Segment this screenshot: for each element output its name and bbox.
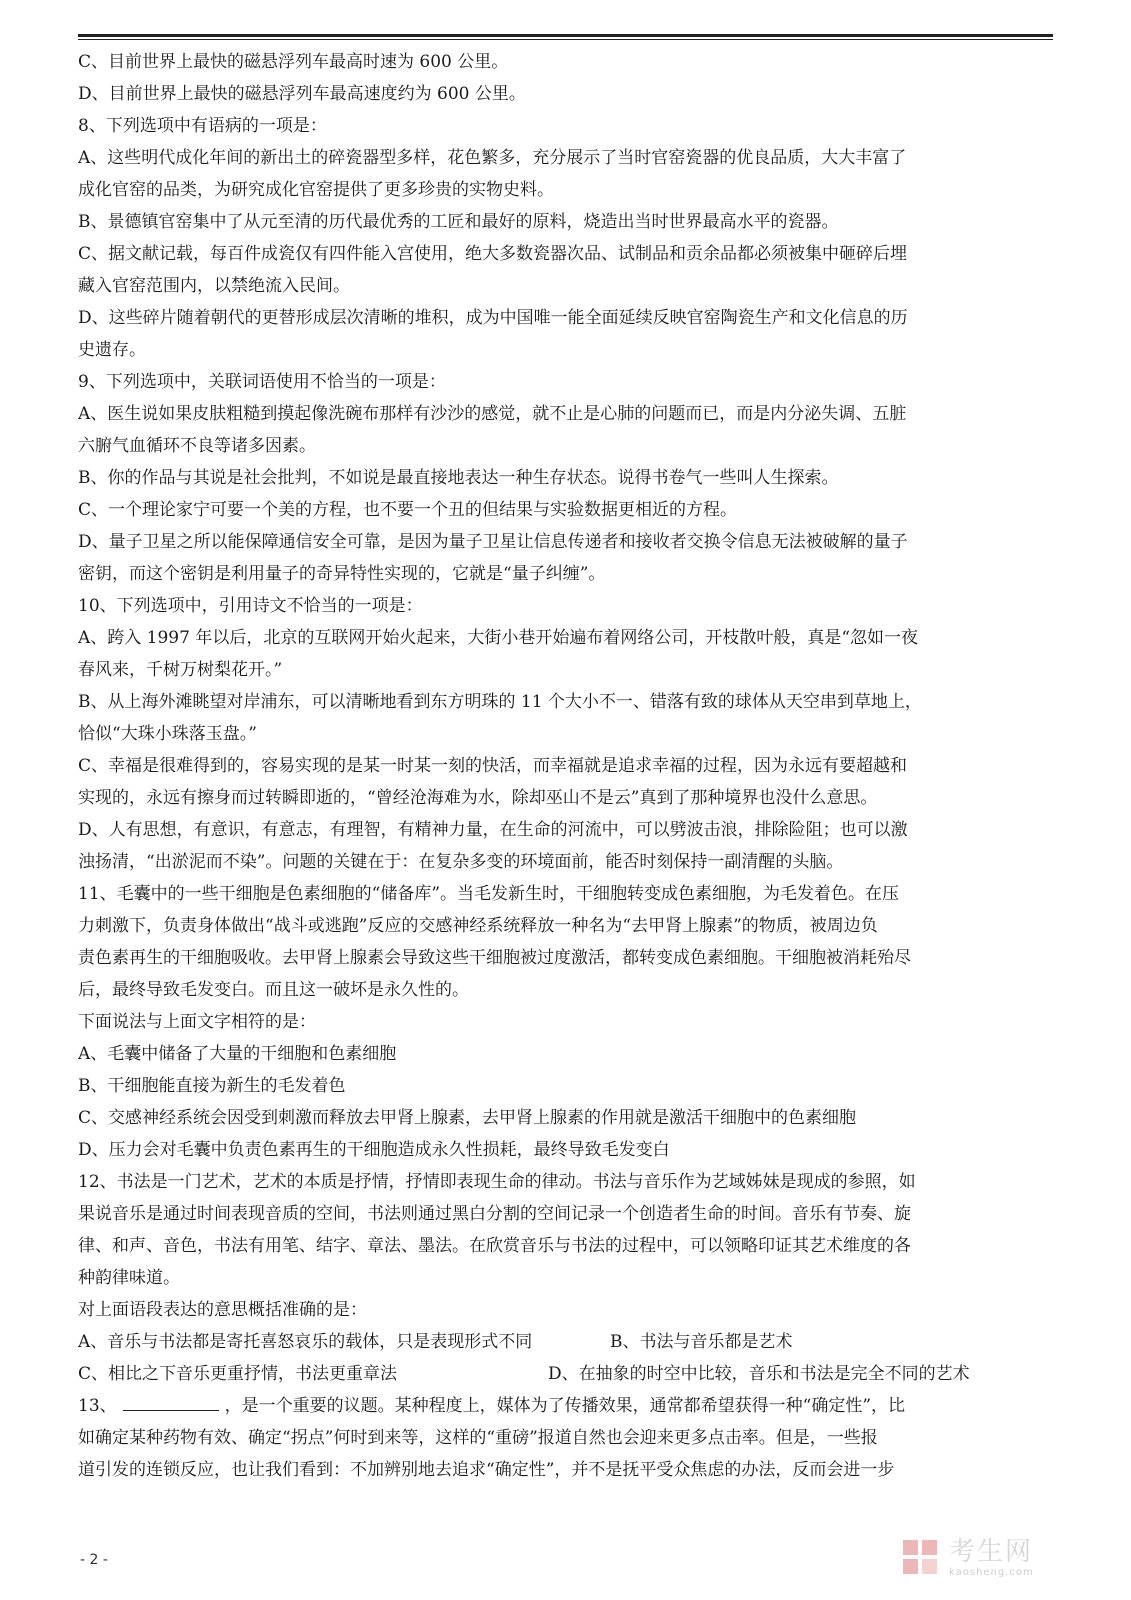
q10-option-b-line1: B、从上海外滩眺望对岸浦东，可以清晰地看到东方明珠的 11 个大小不一、错落有致的球体从天空串到草地上， [78, 692, 922, 712]
q9-option-a-line2: 六腑气血循环不良等诸多因素。 [78, 436, 316, 456]
q8-option-a-line1: A、这些明代成化年间的新出土的碎瓷器型多样，花色繁多，充分展示了当时官窑瓷器的优良品质，大大丰富了 [78, 148, 907, 168]
q12-passage-line3: 律、和声、音色，书法有用笔、结字、章法、墨法。在欣赏音乐与书法的过程中，可以领略印证其艺术维度的各 [78, 1236, 911, 1256]
q12-options-row-cd [78, 1358, 1053, 1390]
kaosheng-logo-icon [901, 1538, 941, 1578]
page-number: - 2 - [80, 1552, 108, 1568]
q13-line1 [78, 1390, 1053, 1422]
q8-option-c-line2: 藏入官窑范围内，以禁绝流入民间。 [78, 276, 350, 296]
q9-option-a-line1: A、医生说如果皮肤粗糙到摸起像洗碗布那样有沙沙的感觉，就不止是心肺的问题而已，而是内分泌失调、五脏 [78, 404, 907, 424]
q11-passage-line1: 11、毛囊中的一些干细胞是色素细胞的“储备库”。当毛发新生时，干细胞转变成色素细胞，为毛发着色。在压 [78, 884, 900, 904]
q7-option-d: D、目前世界上最快的磁悬浮列车最高速度约为 600 公里。 [78, 84, 526, 104]
q8-stem: 8、下列选项中有语病的一项是： [78, 116, 327, 136]
q11-option-d: D、压力会对毛囊中负责色素再生的干细胞造成永久性损耗，最终导致毛发变白 [78, 1140, 670, 1160]
q12-option-a: A、音乐与书法都是寄托喜怒哀乐的载体，只是表现形式不同 [78, 1332, 533, 1352]
q10-option-b-line2: 恰似“大珠小珠落玉盘。” [78, 724, 257, 744]
watermark-title: 考生网 [949, 1536, 1034, 1567]
q7-option-c: C、目前世界上最快的磁悬浮列车最高时速为 600 公里。 [78, 52, 509, 72]
watermark [901, 1534, 1101, 1582]
q12-passage-line1: 12、书法是一门艺术，艺术的本质是抒情，抒情即表现生命的律动。书法与音乐作为艺域姊妹是现成的参照，如 [78, 1172, 916, 1192]
q9-stem: 9、下列选项中，关联词语使用不恰当的一项是： [78, 372, 446, 392]
q8-option-a-line2: 成化官窑的品类，为研究成化官窑提供了更多珍贵的实物史料。 [78, 180, 554, 200]
q13-line1-text: ，是一个重要的议题。某种程度上，媒体为了传播效果，通常都希望获得一种“确定性”，比 [224, 1396, 906, 1416]
q11-passage-line2: 力刺激下，负责身体做出“战斗或逃跑”反应的交感神经系统释放一种名为“去甲肾上腺素”的物质，被周边负 [78, 916, 878, 936]
q13-number: 13、 [78, 1396, 117, 1416]
q11-stem: 下面说法与上面文字相符的是： [78, 1012, 316, 1032]
q10-option-d-line1: D、人有思想，有意识，有意志，有理智，有精神力量，在生命的河流中，可以劈波击浪，排除险阻；也可以激 [78, 820, 908, 840]
q9-option-b: B、你的作品与其说是社会批判，不如说是最直接地表达一种生存状态。说得书卷气一些叫人生探索。 [78, 468, 839, 488]
q9-option-c: C、一个理论家宁可要一个美的方程，也不要一个丑的但结果与实验数据更相近的方程。 [78, 500, 738, 520]
q13-line2: 如确定某种药物有效、确定“拐点”何时到来等，这样的“重磅”报道自然也会迎来更多点击率。但是，一些报 [78, 1428, 878, 1448]
q11-option-b: B、干细胞能直接为新生的毛发着色 [78, 1076, 346, 1096]
q12-option-b: B、书法与音乐都是艺术 [610, 1332, 793, 1352]
q8-option-c-line1: C、据文献记载，每百件成瓷仅有四件能入宫使用，绝大多数瓷器次品、试制品和贡余品都必须被集中砸碎后埋 [78, 244, 908, 264]
q10-option-c-line2: 实现的，永远有擦身而过转瞬即逝的，“曾经沧海难为水，除却巫山不是云”真到了那种境界也没什么意思。 [78, 788, 878, 808]
q8-option-b: B、景德镇官窑集中了从元至清的历代最优秀的工匠和最好的原料，烧造出当时世界最高水平的瓷器。 [78, 212, 839, 232]
q9-option-d-line1: D、量子卫星之所以能保障通信安全可靠，是因为量子卫星让信息传递者和接收者交换令信息无法被破解的量子 [78, 532, 908, 552]
q12-passage-line2: 果说音乐是通过时间表现音质的空间，书法则通过黑白分割的空间记录一个创造者生命的时间。音乐有节奏、旋 [78, 1204, 911, 1224]
q10-option-a-line1: A、跨入 1997 年以后，北京的互联网开始火起来，大街小巷开始遍布着网络公司，开枝散叶般，真是“忽如一夜 [78, 628, 919, 648]
document-body [78, 46, 1053, 1486]
q13-answer-blank [123, 1390, 219, 1411]
q8-option-d-line1: D、这些碎片随着朝代的更替形成层次清晰的堆积，成为中国唯一能全面延续反映官窑陶瓷生产和文化信息的历 [78, 308, 908, 328]
q11-option-c: C、交感神经系统会因受到刺激而释放去甲肾上腺素，去甲肾上腺素的作用就是激活干细胞中的色素细胞 [78, 1108, 857, 1128]
q12-option-d: D、在抽象的时空中比较，音乐和书法是完全不同的艺术 [548, 1364, 970, 1384]
q10-stem: 10、下列选项中，引用诗文不恰当的一项是： [78, 596, 423, 616]
q12-option-c: C、相比之下音乐更重抒情，书法更重章法 [78, 1364, 398, 1384]
q11-passage-line3: 责色素再生的干细胞吸收。去甲肾上腺素会导致这些干细胞被过度激活，都转变成色素细胞。干细胞被消耗殆尽 [78, 948, 911, 968]
q9-option-d-line2: 密钥，而这个密钥是利用量子的奇异特性实现的，它就是“量子纠缠”。 [78, 564, 606, 584]
q10-option-a-line2: 春风来，千树万树梨花开。” [78, 660, 283, 680]
q12-stem: 对上面语段表达的意思概括准确的是： [78, 1300, 367, 1320]
watermark-url: kaosheng.com [949, 1566, 1034, 1578]
q11-option-a: A、毛囊中储备了大量的干细胞和色素细胞 [78, 1044, 397, 1064]
q12-passage-line4: 种韵律味道。 [78, 1268, 180, 1288]
q12-options-row-ab [78, 1326, 1053, 1358]
q10-option-d-line2: 浊扬清，“出淤泥而不染”。问题的关键在于：在复杂多变的环境面前，能否时刻保持一副清醒的头脑。 [78, 852, 844, 872]
header-rule-thick [78, 34, 1053, 37]
q10-option-c-line1: C、幸福是很难得到的，容易实现的是某一时某一刻的快活，而幸福就是追求幸福的过程，因为永远有要超越和 [78, 756, 908, 776]
header-rule-thin [78, 39, 1053, 40]
q13-line3: 道引发的连锁反应，也让我们看到：不加辨别地去追求“确定性”，并不是抚平受众焦虑的办法，反而会进一步 [78, 1460, 895, 1480]
q8-option-d-line2: 史遗存。 [78, 340, 146, 360]
q11-passage-line4: 后，最终导致毛发变白。而且这一破坏是永久性的。 [78, 980, 469, 1000]
